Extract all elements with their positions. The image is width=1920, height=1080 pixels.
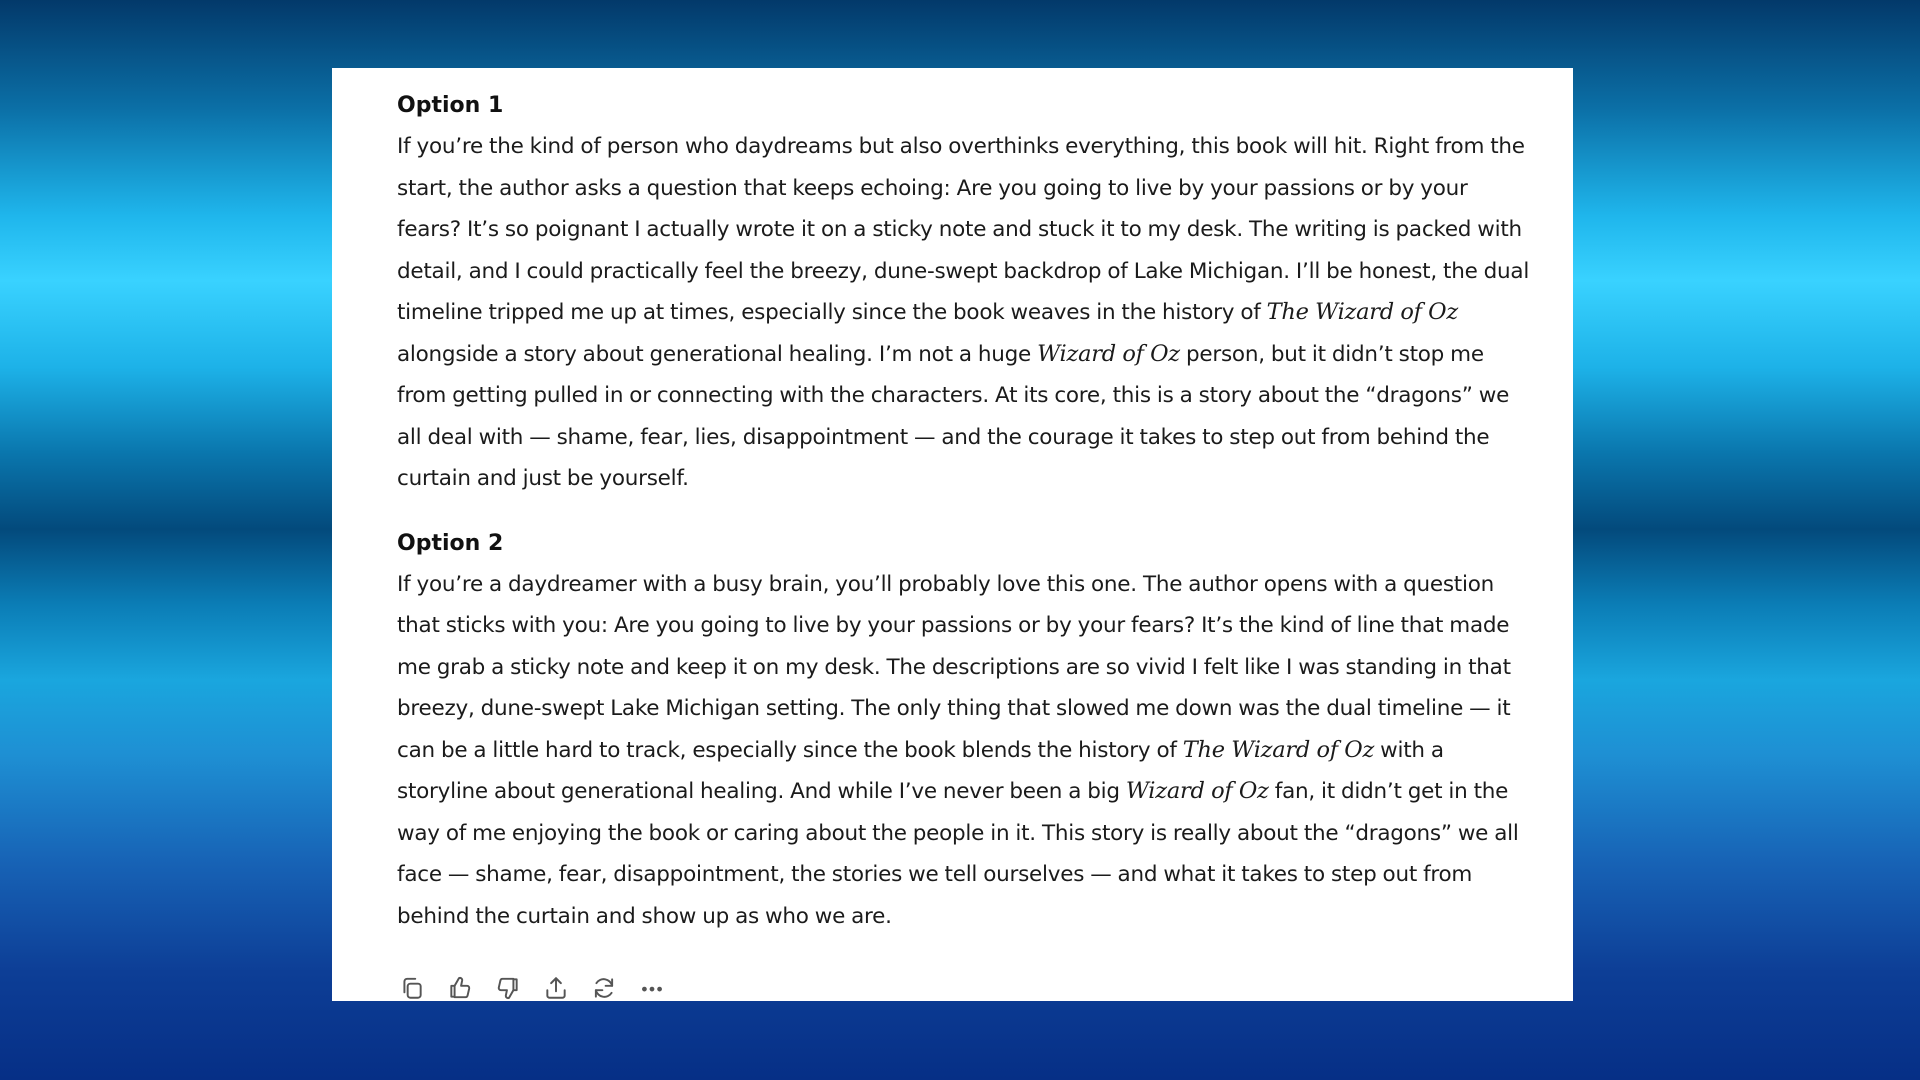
share-icon: [543, 975, 569, 1001]
regenerate-icon: [591, 975, 617, 1001]
thumbs-down-button[interactable]: [494, 974, 522, 1001]
response-content: [397, 86, 1535, 937]
option-title: Option 2: [397, 530, 504, 556]
body-text: If you’re the kind of person who daydreams but also overthinks everything, this book will hit. Right from the start, the author asks a question that keeps echoing: Are you going to live by your passions or by your fears? It’s so poignant I actually wrote it on a sticky note and stuck it to my desk. The writing is packed with detail, and I could practically feel the breezy, dune-swept backdrop of Lake Michigan. I’ll be honest, the dual timeline tripped me up at times, especially since the book weaves in the history of: [397, 134, 1530, 325]
share-button[interactable]: [542, 974, 570, 1001]
chat-response-panel: [332, 68, 1573, 1001]
body-text: with a storyline about generational healing. And while I’ve never been a big: [397, 737, 1444, 804]
option-body: [397, 564, 1535, 938]
body-text: person, but it didn’t stop me from getting pulled in or connecting with the characters. At its core, this is a story about the “dragons” we all deal with — shame, fear, lies, disappointment — and the courage it takes to step out from behind the curtain and just be yourself.: [397, 341, 1510, 491]
body-text: fan, it didn’t get in the way of me enjoying the book or caring about the people in it. This story is really about the “dragons” we all face — shame, fear, disappointment, the stories we tell ourselves — and what it takes to step out from behind the curtain and show up as who we are.: [397, 779, 1519, 929]
body-text: If you’re a daydreamer with a busy brain, you’ll probably love this one. The author opens with a question that sticks with you: Are you going to live by your passions or by your fears? It’s the kind of line that made me grab a sticky note and keep it on my desk. The descriptions are so vivid I felt like I was standing in that breezy, dune-swept Lake Michigan setting. The only thing that slowed me down was the dual timeline — it can be a little hard to track, especially since the book blends the history of: [397, 571, 1511, 763]
body-text: alongside a story about generational healing. I’m not a huge: [397, 341, 1038, 367]
option-title: Option 1: [397, 93, 504, 118]
regenerate-button[interactable]: [590, 974, 618, 1001]
italic-title-text: The Wizard of Oz: [1182, 736, 1375, 763]
response-action-bar: [398, 974, 666, 1001]
thumbs-up-icon: [447, 975, 473, 1001]
copy-icon: [399, 975, 425, 1001]
thumbs-down-icon: [495, 975, 521, 1001]
more-options-button[interactable]: [638, 974, 666, 1001]
copy-button[interactable]: [398, 974, 426, 1001]
italic-title-text: Wizard of Oz: [1125, 778, 1269, 804]
thumbs-up-button[interactable]: [446, 974, 474, 1001]
more-icon: [639, 975, 665, 1001]
italic-title-text: The Wizard of Oz: [1266, 299, 1458, 325]
italic-title-text: Wizard of Oz: [1037, 340, 1180, 367]
option-body: [397, 126, 1535, 500]
